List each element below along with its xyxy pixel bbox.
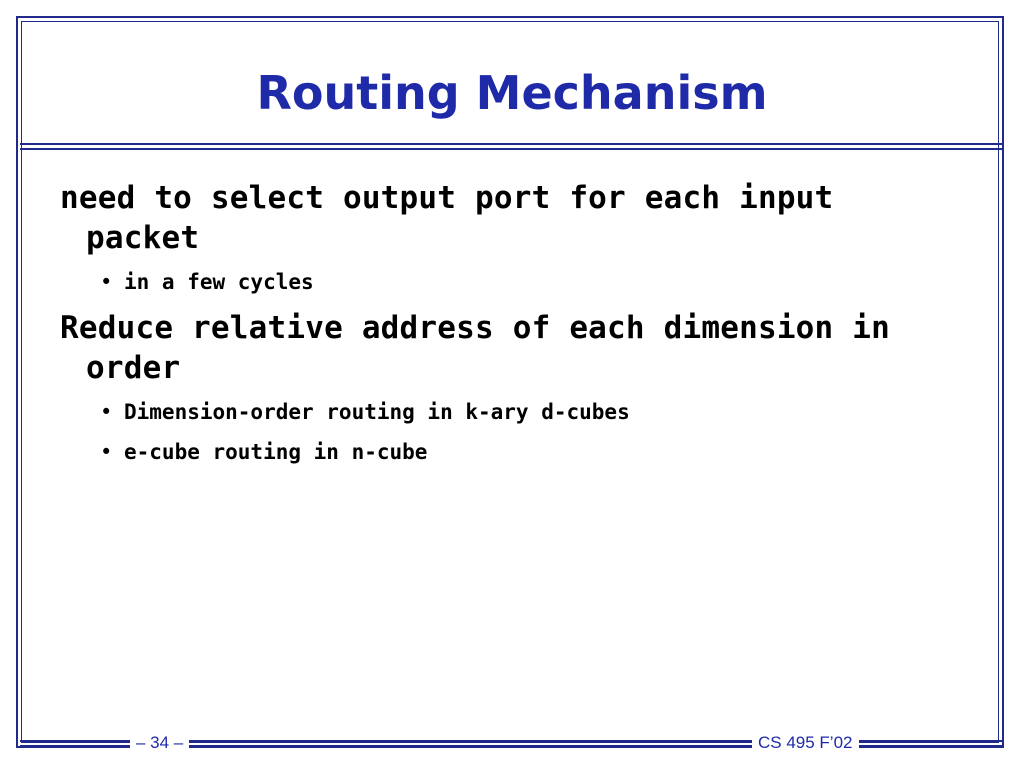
slide-body	[60, 178, 960, 478]
bullet-level2-text: in a few cycles	[124, 270, 314, 294]
bullet-dot-icon: •	[100, 270, 113, 294]
title-divider	[20, 143, 1004, 145]
bullet-level1: Reduce relative address of each dimension in order	[60, 310, 890, 386]
bullet-level2-text: Dimension-order routing in k-ary d-cubes	[124, 400, 630, 424]
course-label: CS 495 F’02	[752, 731, 859, 755]
bullet-level2	[100, 438, 960, 466]
bullet-level2-text: e-cube routing in n-cube	[124, 440, 428, 464]
bullet-level2	[100, 268, 960, 296]
bullet-dot-icon: •	[100, 440, 113, 464]
title-divider-inner	[20, 148, 1004, 150]
bullet-level2	[100, 398, 960, 426]
bullet-level1: need to select output port for each input packet	[60, 180, 834, 256]
page-number: – 34 –	[130, 731, 189, 755]
bullet-dot-icon: •	[100, 400, 113, 424]
slide-title: Routing Mechanism	[256, 66, 768, 120]
